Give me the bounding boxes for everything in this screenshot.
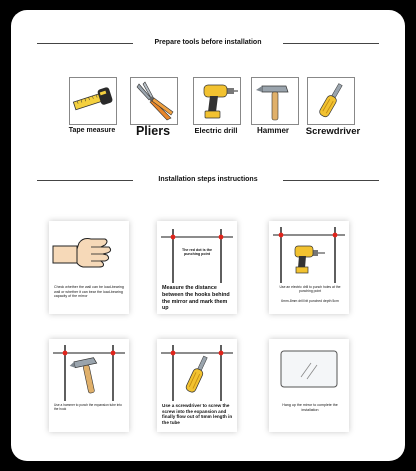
pliers-icon — [131, 78, 177, 124]
pliers-label: Pliers — [135, 124, 171, 138]
screwdriver-icon — [308, 78, 354, 124]
hammer-tile — [251, 77, 299, 125]
electric-drill-icon — [194, 78, 240, 124]
hammer-icon — [252, 78, 298, 124]
installation-steps-header — [11, 176, 405, 183]
screwdriver-label: Screwdriver — [305, 126, 361, 137]
tape-measure-icon — [70, 78, 116, 124]
hammer-wall-icon — [49, 339, 129, 401]
installation-steps-title: Installation steps instructions — [158, 176, 258, 183]
step-card-2 — [157, 221, 237, 314]
step-3-caption-line-2: 6mm-8mm drill bit punched depth 5cm — [281, 298, 339, 303]
step-3-caption — [274, 285, 346, 312]
step-card-6 — [269, 339, 349, 432]
tape-measure-tile — [69, 77, 117, 125]
step-3-caption-line-1: Use an electric drill to punch holes at the punching point — [279, 285, 341, 294]
drill-wall-icon — [269, 221, 349, 283]
hammer-label: Hammer — [256, 126, 289, 135]
step-card-5 — [157, 339, 237, 432]
tape-measure-label: Tape measure — [68, 127, 116, 134]
electric-drill-tile — [193, 77, 241, 125]
divider-line — [283, 180, 379, 181]
screwdriver-tile — [307, 77, 355, 125]
divider-line — [283, 43, 379, 44]
step-6-caption: Hang up the mirror to complete the installation — [282, 403, 338, 412]
pliers-tile — [130, 77, 178, 125]
divider-line — [37, 43, 133, 44]
step-card-3 — [269, 221, 349, 314]
step-card-1 — [49, 221, 129, 314]
step-5-caption: Use a screwdriver to screw the screw into the expansion and finally flow out of 5mm length in the tube — [162, 403, 233, 426]
instruction-sheet — [11, 10, 405, 461]
step-1-caption: Check whether the wall can be load-bearing wall or whether it can bear the load-bearing capacity of the mirror — [54, 285, 124, 299]
step-4-caption: Use a hammer to punch the expansion tube into the hook — [54, 403, 122, 412]
punching-point-note: The red dot is the punching point — [182, 248, 212, 257]
prepare-tools-header — [11, 39, 405, 46]
step-2-caption: Measure the distance between the hooks behind the mirror and mark them up — [162, 285, 230, 312]
screwdriver-wall-icon — [157, 339, 237, 401]
step-card-4 — [49, 339, 129, 432]
divider-line — [37, 180, 133, 181]
mirror-icon — [269, 339, 349, 401]
prepare-tools-title: Prepare tools before installation — [154, 39, 262, 46]
electric-drill-label: Electric drill — [194, 126, 238, 135]
fist-icon — [49, 221, 129, 283]
